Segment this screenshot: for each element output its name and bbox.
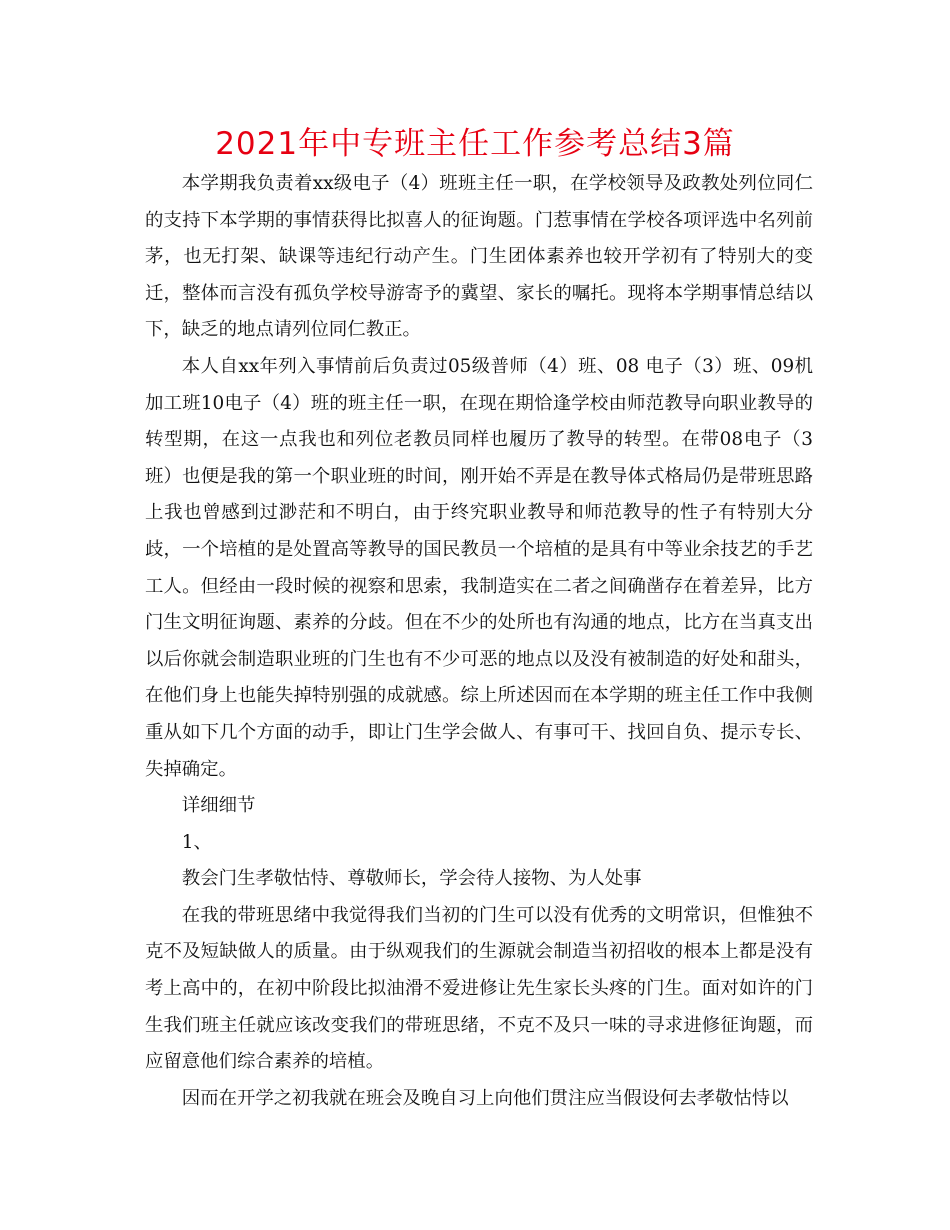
list-number: 1、 [181,831,212,853]
paragraph: 在我的带班思绪中我觉得我们当初的门生可以没有优秀的文明常识，但惟独不克不及短缺做人的质量。由于纵观我们的生源就会制造当初招收的根本上都是没有考上高中的，在初中阶段比拟油滑不爱进修让先生家长头疼的门生。面对如许的门生我们班主任就应该改变我们的带班思绪，不克不及只一味的寻求进修征询题，而应留意他们综合素养的培植。 [145,904,813,1073]
section-heading: 详细细节 [181,795,256,817]
paragraph: 本人自xx年列入事情前后负责过05级普师（4）班、08 电子（3）班、09机加工班10电子（4）班的班主任一职，在现在期恰逢学校由师范教导向职业教导的转型期，在这一点我也和列位老教员同样也履历了教导的转型。在带08电子（3班）也便是我的第一个职业班的时间，刚开始不弄是在教导体式格局仍是带班思路上我也曾感到过渺茫和不明白，由于终究职业教导和师范教导的性子有特别大分歧，一个培植的是处置高等教导的国民教员一个培植的是具有中等业余技艺的手艺工人。但经由一段时候的视察和思索，我制造实在二者之间确凿存在着差异，比方门生文明征询题、素养的分歧。但在不少的处所也有沟通的地点，比方在当真支出以后你就会制造职业班的门生也有不少可恶的地点以及没有被制造的好处和甜头，在他们身上也能失掉特别强的成就感。综上所述因而在本学期的班主任工作中我侧重从如下几个方面的动手，即让门生学会做人、有事可干、找回自负、提示专长、失掉确定。 [145,355,813,780]
document-title: 2021年中专班主任工作参考总结3篇 [215,126,735,162]
document-body [145,166,813,1117]
item-heading: 教会门生孝敬怙恃、尊敬师长，学会待人接物、为人处事 [181,868,642,890]
paragraph: 本学期我负责着xx级电子（4）班班主任一职，在学校领导及政教处列位同仁的支持下本学期的事情获得比拟喜人的征询题。门惹事情在学校各项评选中名列前茅，也无打架、缺课等违纪行动产生。门生团体素养也较开学初有了特别大的变迁，整体而言没有孤负学校导游寄予的冀望、家长的嘱托。现将本学期事情总结以下，缺乏的地点请列位同仁教正。 [145,173,813,341]
paragraph: 因而在开学之初我就在班会及晚自习上向他们贯注应当假设何去孝敬怙恃以 [181,1087,789,1109]
